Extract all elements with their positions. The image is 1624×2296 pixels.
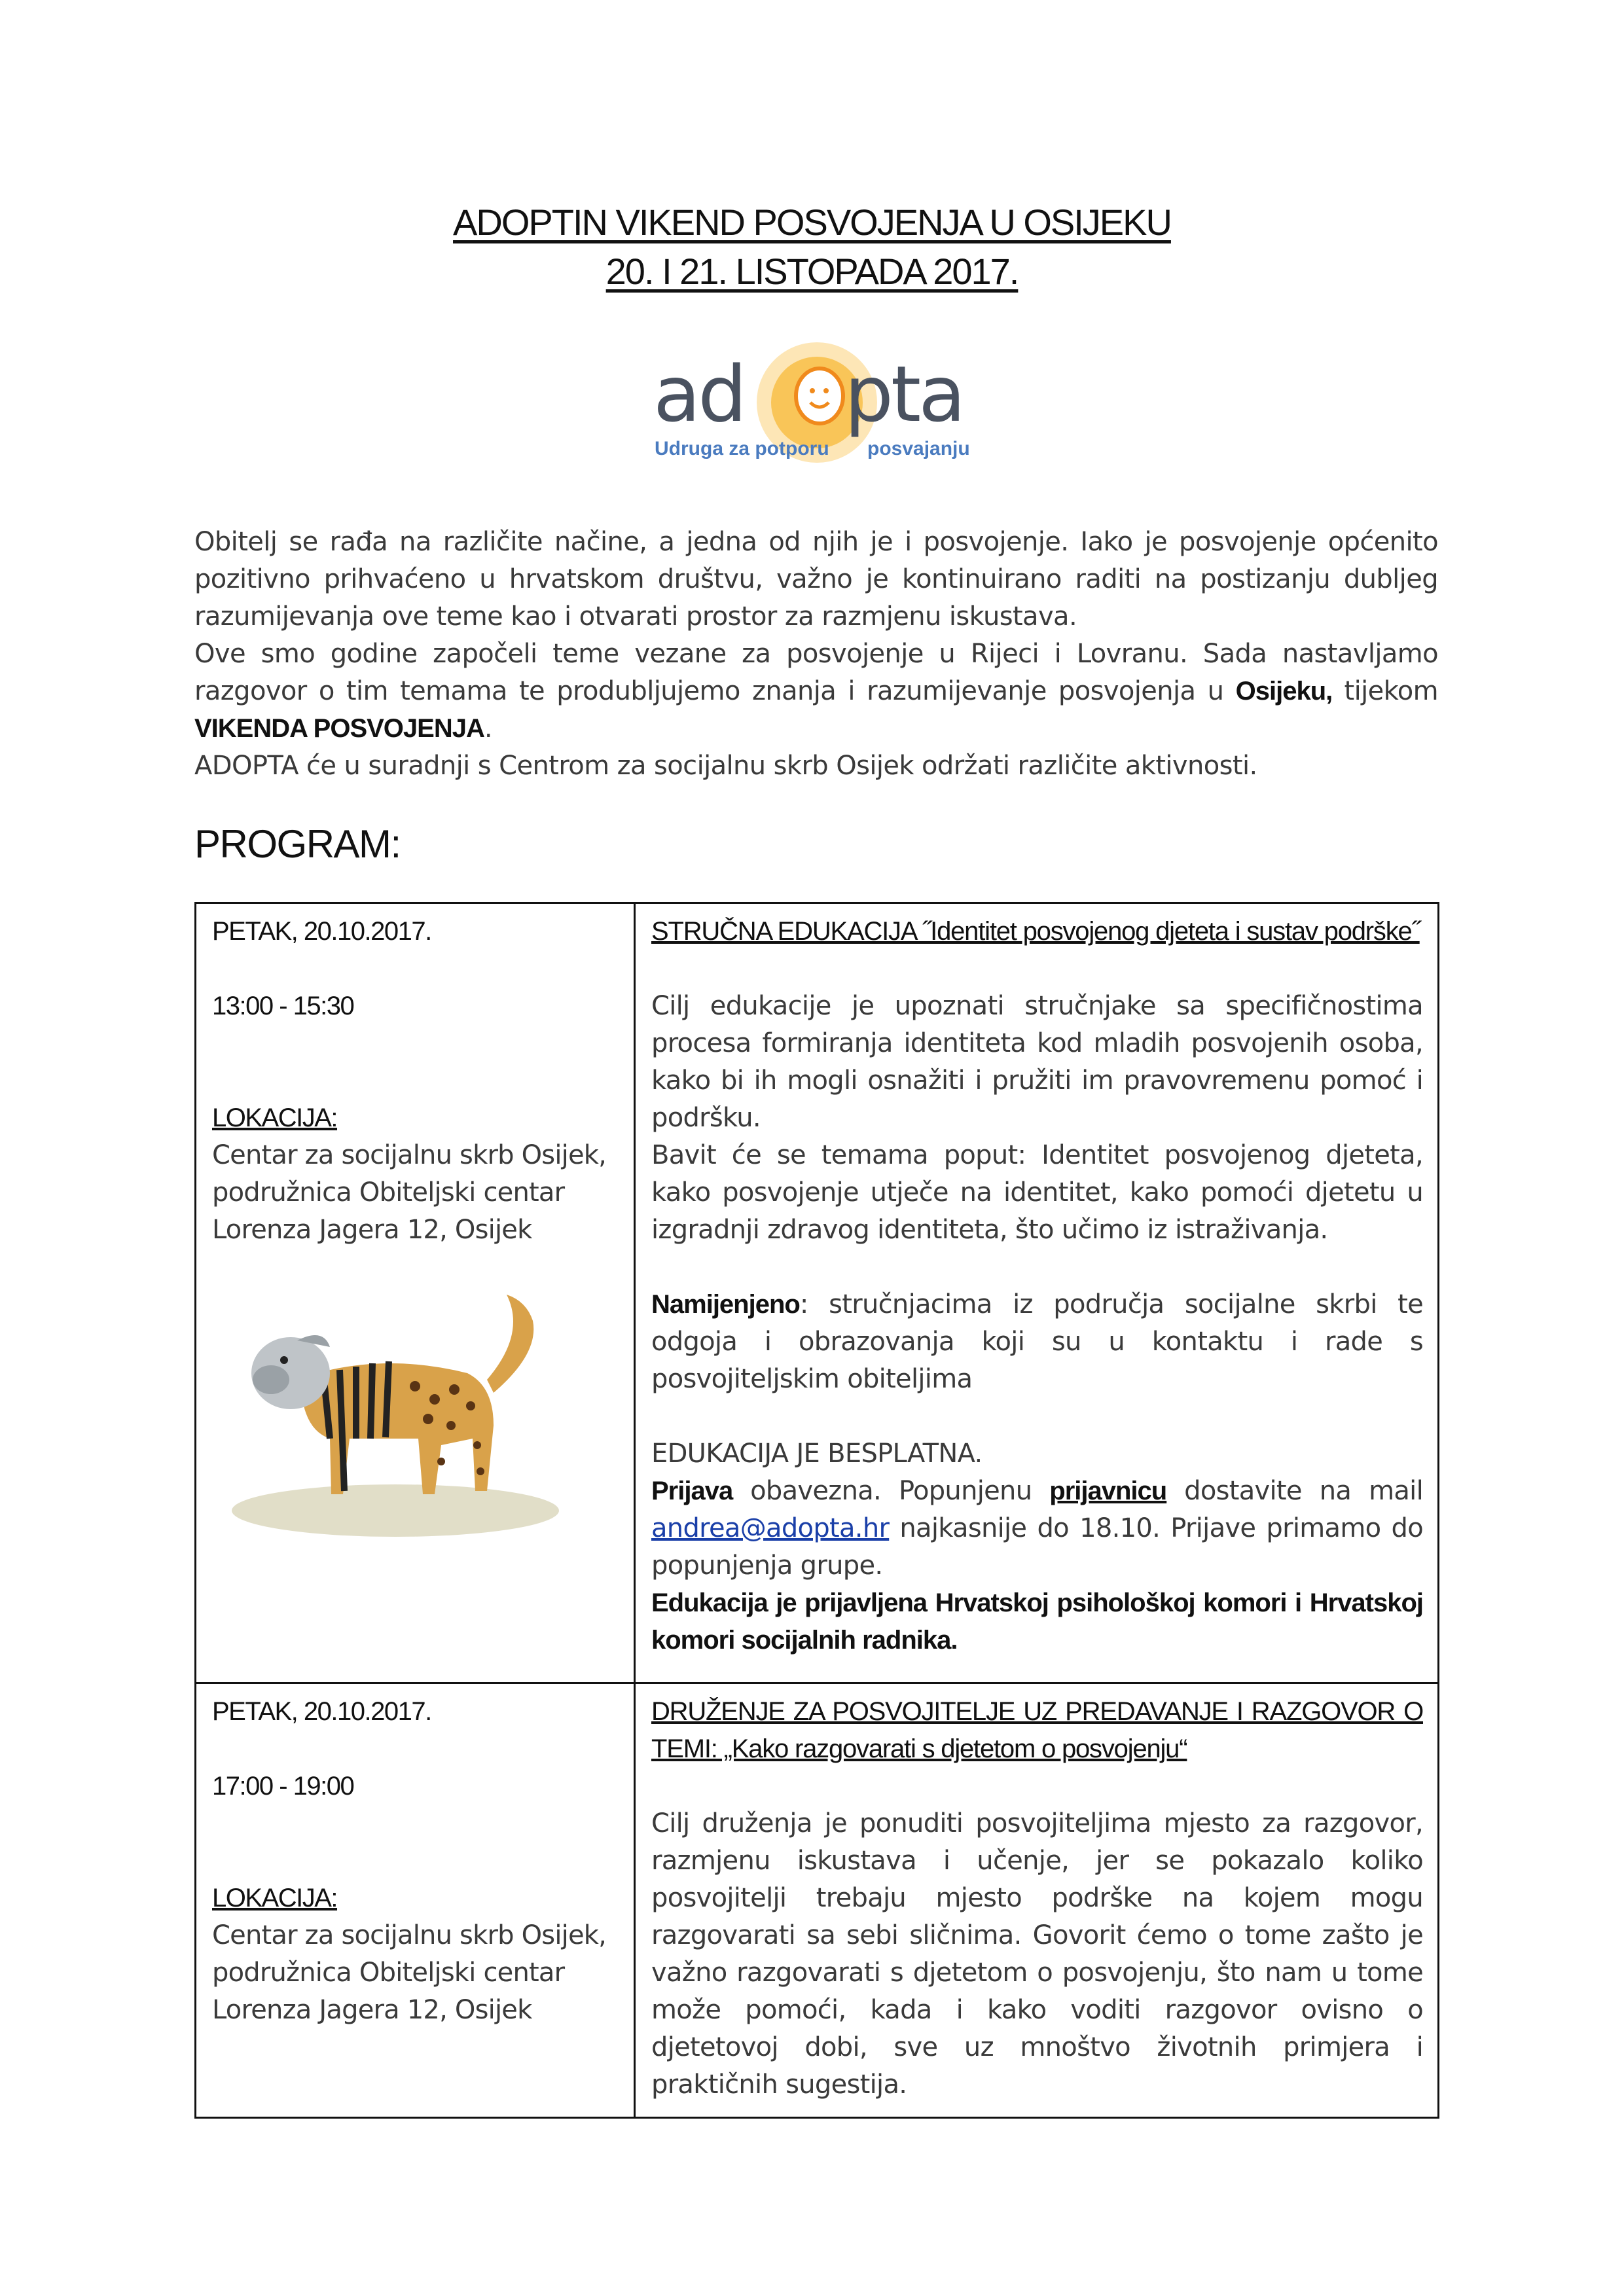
event-date: PETAK, 20.10.2017.	[212, 1697, 431, 1726]
chimera-animal-illustration	[219, 1275, 559, 1537]
program-table	[194, 902, 1439, 2119]
intro-paragraph-3: ADOPTA će u suradnji s Centrom za socijalnu skrb Osijek održati različite aktivnosti.	[194, 751, 1257, 781]
svg-text:pta: pta	[844, 349, 964, 439]
intro-paragraph-2: Ove smo godine započeli teme vezane za posvojenje u Rijeci i Lovranu. Sada nastavljamo razgovor o tim temama te produbljujemo znanja i razumijevanje posvojenja u Osijeku, tijekom VIKENDA POSVOJENJA.	[194, 639, 1438, 744]
intro-paragraph-1: Obitelj se rađa na različite načine, a jedna od njih je i posvojenje. Iako je posvojenje općenito pozitivno prihvaćeno u hrvatskom društvu, važno je kontinuirano raditi na postizanju dubljeg razumijevanja ove teme kao i otvarati prostor za razmjenu iskustava.	[194, 527, 1438, 632]
intro-city: Osijeku,	[1235, 677, 1333, 706]
accreditation-note: Edukacija je prijavljena Hrvatskoj psihološkoj komori i Hrvatskoj komori socijalnih radnika.	[651, 1588, 1423, 1655]
session-audience: Namijenjeno: stručnjacima iz područja socijalne skrbi te odgoja i obrazovanja koji su u kontaktu i rade s posvojiteljskim obiteljima	[651, 1289, 1423, 1394]
document-title-line1: ADOPTIN VIKEND POSVOJENJA U OSIJEKU	[453, 202, 1171, 243]
document-title-line2: 20. I 21. LISTOPADA 2017.	[605, 251, 1019, 292]
event-time: 17:00 - 19:00	[212, 1772, 354, 1801]
application-form-link[interactable]: prijavnicu	[1049, 1477, 1167, 1505]
signup-info: Prijava obavezna. Popunjenu prijavnicu dostavite na mail andrea@adopta.hr najkasnije do 18.10. Prijave primamo do popunjenja grupe.	[651, 1476, 1423, 1581]
svg-text:posvajanju: posvajanju	[867, 438, 970, 459]
event-date: PETAK, 20.10.2017.	[212, 917, 431, 946]
email-link[interactable]: andrea@adopta.hr	[651, 1513, 890, 1543]
location-label: LOKACIJA:	[212, 1103, 338, 1132]
svg-text:Udruga za potporu: Udruga za potporu	[655, 438, 829, 459]
location-line: podružnica Obiteljski centar	[212, 1958, 565, 1988]
program-row-2	[196, 1683, 1439, 2118]
location-label: LOKACIJA:	[212, 1884, 338, 1912]
program-row-1	[196, 903, 1439, 1683]
program-row-2-details	[635, 1683, 1439, 2118]
program-heading: PROGRAM:	[194, 822, 401, 866]
free-notice: EDUKACIJA JE BESPLATNA.	[651, 1439, 983, 1469]
session-title: STRUČNA EDUKACIJA ˝Identitet posvojenog djeteta i sustav podrške˝	[651, 917, 1420, 946]
session-goal: Cilj druženja je ponuditi posvojiteljima mjesto za razgovor, razmjenu iskustava i učenje, jer se pokazalo koliko posvojitelji trebaju mjesto podrške na kojem mogu razgovarati sa sebi sličnima. Govorit ćemo o tome zašto je važno razgovarati s djetetom o posvojenju, što nam u tome može pomoći, kada i kako voditi razgovor ovisno o djetetovoj dobi, sve uz mnoštvo životnih primjera i praktičnih sugestija.	[651, 1808, 1423, 2100]
program-row-1-info	[196, 903, 635, 1683]
session-title: DRUŽENJE ZA POSVOJITELJE UZ PREDAVANJE I RAZGOVOR O TEMI: „Kako razgovarati s djetetom o posvojenju“	[651, 1697, 1423, 1763]
location-line: Lorenza Jagera 12, Osijek	[212, 1995, 532, 2025]
intro-text	[194, 524, 1438, 785]
location-line: podružnica Obiteljski centar	[212, 1177, 565, 1208]
session-topics: Bavit će se temama poput: Identitet posvojenog djeteta, kako posvojenje utječe na identitet, kako pomoći djetetu u izgradnji zdravog identiteta, što učimo iz istraživanja.	[651, 1140, 1423, 1245]
event-time: 13:00 - 15:30	[212, 992, 354, 1020]
adopta-logo	[648, 331, 982, 488]
intro-event-name: VIKENDA POSVOJENJA	[194, 714, 484, 743]
location-line: Lorenza Jagera 12, Osijek	[212, 1215, 532, 1245]
location-line: Centar za socijalnu skrb Osijek,	[212, 1140, 607, 1170]
svg-text:ad: ad	[653, 349, 745, 439]
program-row-1-details	[635, 903, 1439, 1683]
location-line: Centar za socijalnu skrb Osijek,	[212, 1920, 607, 1950]
session-goal: Cilj edukacije je upoznati stručnjake sa specifičnostima procesa formiranja identiteta kod mladih posvojenih osoba, kako bi ih mogli osnažiti i pružiti im pravovremenu pomoć i podršku.	[651, 991, 1423, 1133]
program-row-2-info	[196, 1683, 635, 2118]
